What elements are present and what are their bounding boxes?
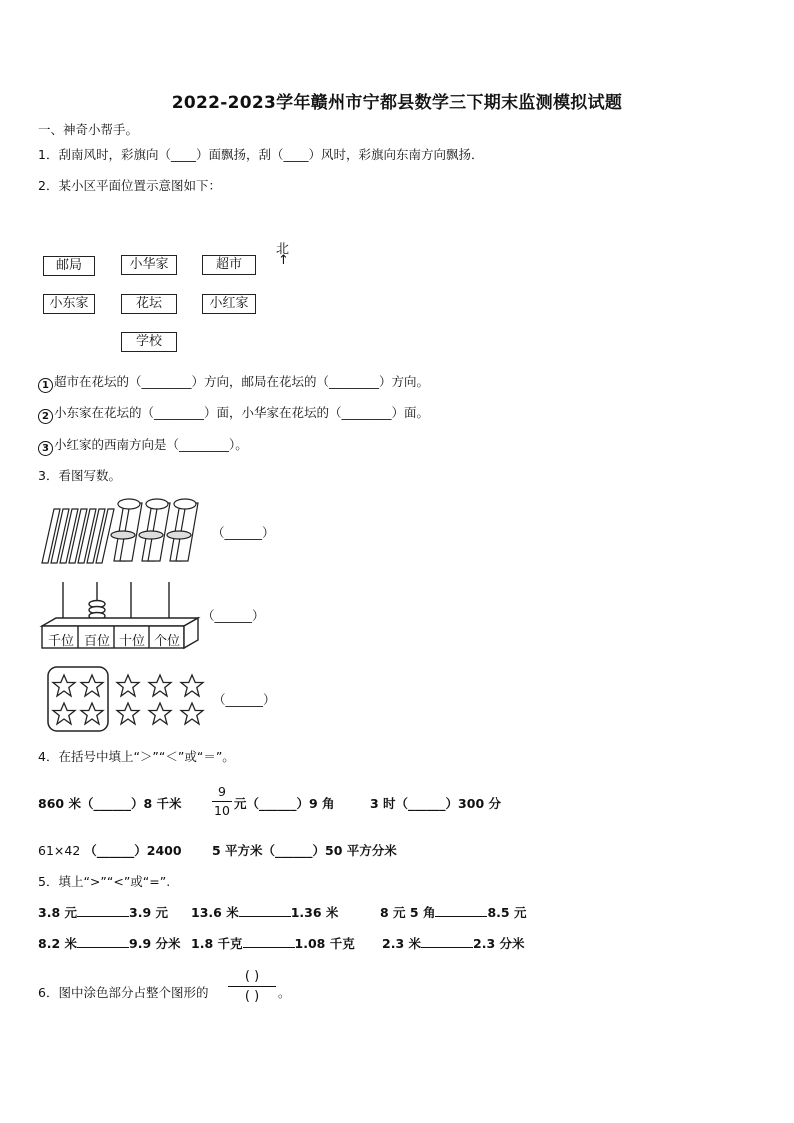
circled-number-1: 1 [38, 378, 53, 393]
q5-row-1-item-3: 8 元 5 角 8.5 元 [380, 905, 527, 920]
question-2-1: 1 超市在花坛的（________）方向，邮局在花坛的（________）方向。 [38, 374, 429, 393]
stars-illustration [45, 664, 215, 734]
q5-row-1-item-2: 13.6 米 1.36 米 [191, 905, 339, 920]
q4-item-4: 61×42 （______）2400 [38, 843, 182, 858]
abacus-label-hundreds: 百位 [83, 634, 110, 649]
fraction-numerator-blank: ( ) [244, 969, 260, 984]
question-6-end: 。 [278, 985, 291, 1000]
section-heading: 一、神奇小帮手。 [38, 122, 139, 137]
abacus-label-thousands: 千位 [47, 634, 74, 649]
q4-fraction [212, 785, 232, 818]
abacus-label-tens: 十位 [118, 634, 145, 649]
q4-item-5: 5 平方米（______）50 平方分米 [212, 843, 397, 858]
map-supermarket: 超市 [202, 255, 256, 275]
map-xiaohong-home: 小红家 [202, 294, 256, 314]
q5-row-2-item-1: 8.2 米 9.9 分米 [38, 936, 181, 951]
stick-bundle-2 [139, 499, 170, 561]
question-2-2: 2 小东家在花坛的（________）面，小华家在花坛的（________）面。 [38, 405, 429, 424]
question-3: 3．看图写数。 [38, 468, 121, 483]
page-title: 2022-2023学年赣州市宁都县数学三下期末监测模拟试题 [171, 93, 623, 113]
circled-number-2: 2 [38, 409, 53, 424]
q4-item-3: 3 时（______）300 分 [370, 796, 501, 811]
map-xiaodong-home: 小东家 [43, 294, 95, 314]
q6-fraction-blank [228, 969, 276, 1004]
answer-blank-stars: （______） [213, 692, 276, 707]
question-6: 6．图中涂色部分占整个图形的 [38, 985, 209, 1000]
map-xiaohua-home: 小华家 [121, 255, 177, 275]
question-1: 1．刮南风时，彩旗向（____）面飘扬，刮（____）风时，彩旗向东南方向飘扬． [38, 147, 484, 162]
map-school: 学校 [121, 332, 177, 352]
stick-bundle-1 [111, 499, 142, 561]
question-4: 4．在括号中填上“＞”“＜”或“＝”。 [38, 749, 235, 764]
answer-blank-sticks: （______） [212, 525, 275, 540]
fraction-denominator-blank: ( ) [244, 989, 260, 1004]
question-5: 5．填上“>”“<”或“=”. [38, 874, 171, 889]
q4-item-1: 860 米（______）8 千米 [38, 796, 182, 811]
q5-row-2-item-2: 1.8 千克 1.08 千克 [191, 936, 355, 951]
abacus-label-ones: 个位 [153, 634, 180, 649]
sticks-bundles-illustration [38, 497, 218, 569]
fraction-numerator: 9 [218, 784, 226, 799]
circled-number-3: 3 [38, 441, 53, 456]
north-label: 北 [276, 242, 290, 257]
question-2-3: 3 小红家的西南方向是（________）。 [38, 437, 248, 456]
q5-row-2-item-3: 2.3 米 2.3 分米 [382, 936, 525, 951]
stick-bundle-3 [167, 499, 198, 561]
map-post-office: 邮局 [43, 256, 95, 276]
map-flower-bed: 花坛 [121, 294, 177, 314]
q4-expression: 61×42 [38, 843, 81, 858]
loose-sticks [42, 509, 114, 563]
question-2: 2．某小区平面位置示意图如下： [38, 178, 221, 193]
q4-item-2: 元（______）9 角 [234, 796, 335, 811]
fraction-denominator: 10 [214, 803, 230, 818]
north-arrow-icon: ↑ [278, 253, 289, 268]
answer-blank-abacus: （______） [202, 608, 265, 623]
q5-row-1-item-1: 3.8 元 3.9 元 [38, 905, 168, 920]
